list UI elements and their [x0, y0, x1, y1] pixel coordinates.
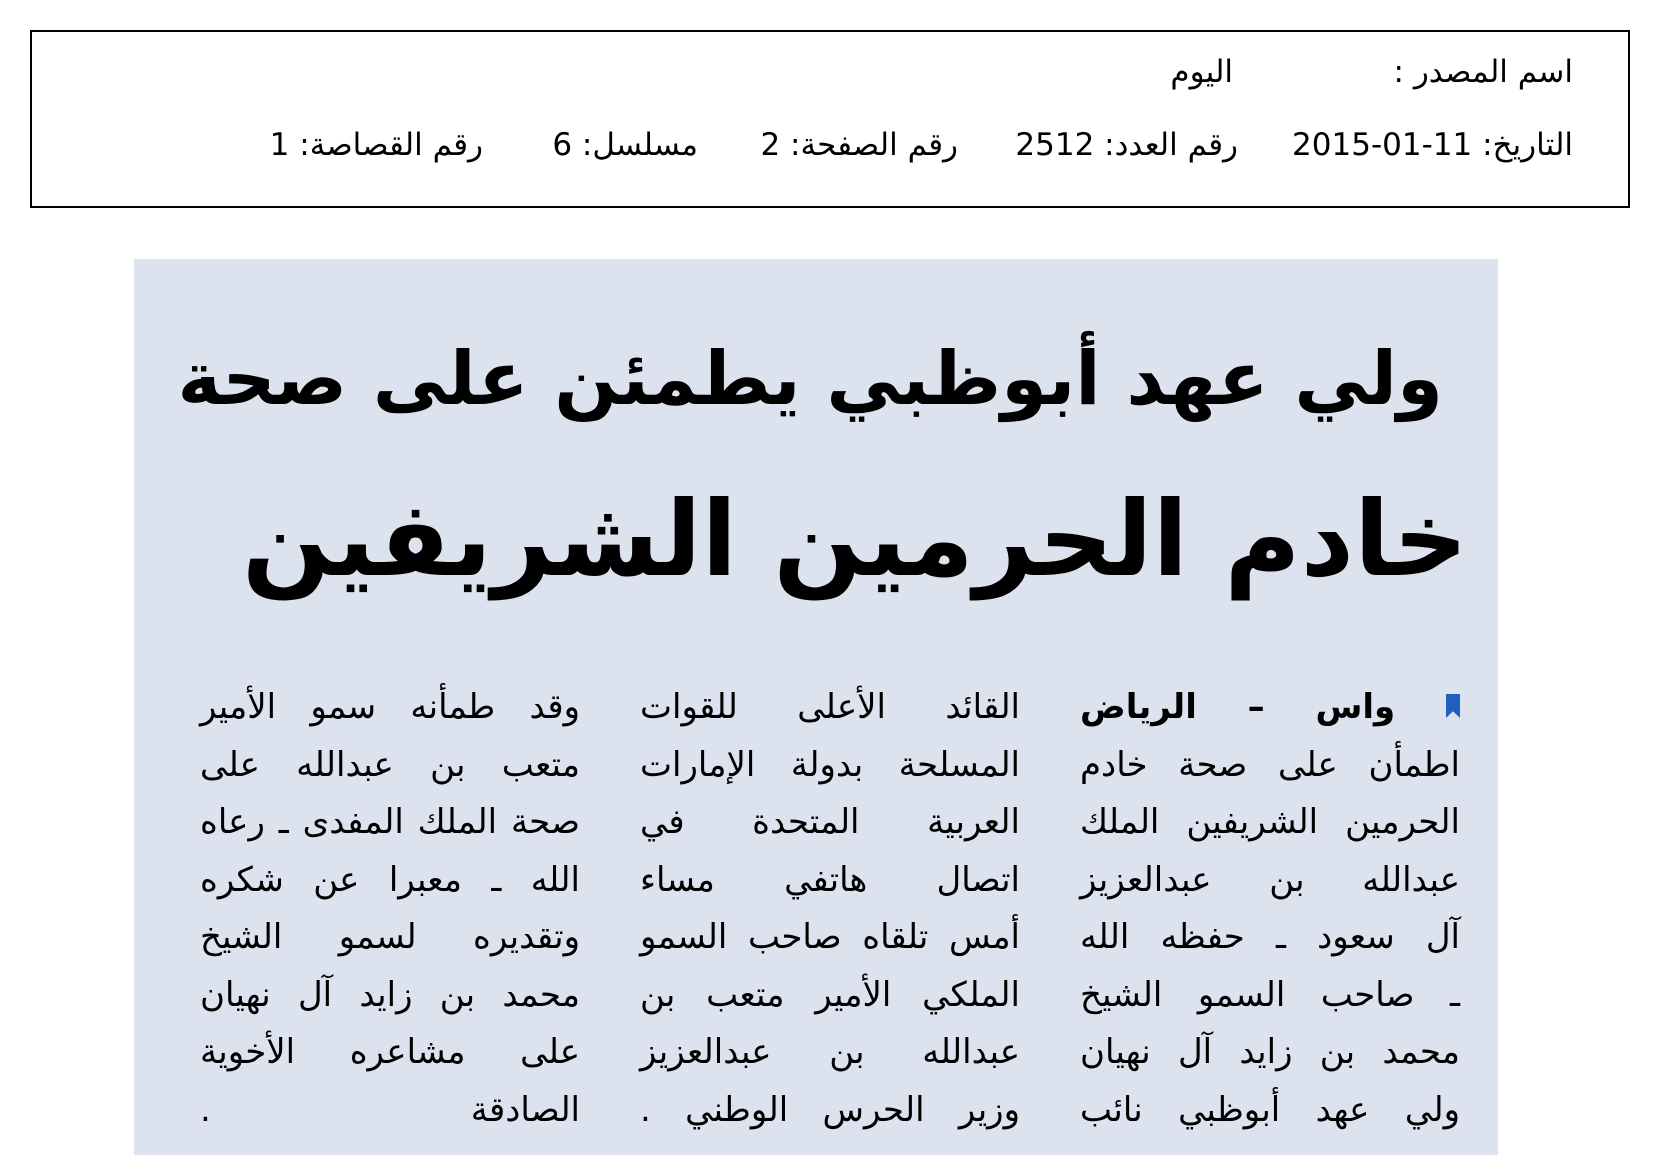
body-line: اتصال هاتفي مساء	[640, 859, 1020, 900]
body-line: الله ـ معبرا عن شكره	[200, 859, 580, 900]
serial-number: مسلسل: 6	[552, 127, 698, 163]
source-value: اليوم	[1170, 54, 1233, 90]
dateline-text: واس – الرياض	[1080, 687, 1396, 727]
page-number: رقم الصفحة: 2	[760, 127, 958, 163]
body-line: الملكي الأمير متعب بن	[640, 974, 1020, 1015]
issue-number: رقم العدد: 2512	[1015, 127, 1238, 163]
body-line: عبدالله بن عبدالعزيز	[640, 1032, 1020, 1072]
body-line: الصادقة .	[200, 1089, 580, 1130]
body-line: اطمأن على صحة خادم	[1080, 744, 1460, 785]
body-line: وتقديره لسمو الشيخ	[200, 917, 580, 957]
source-metadata-box	[30, 30, 1630, 208]
article-column-1	[1080, 679, 1460, 1139]
body-line: وزير الحرس الوطني .	[640, 1089, 1020, 1130]
body-line: ـ صاحب السمو الشيخ	[1080, 974, 1460, 1015]
news-clipping	[134, 259, 1498, 1155]
body-line: محمد بن زايد آل نهيان	[1080, 1032, 1460, 1072]
body-line: آل سعود ـ حفظه الله	[1080, 917, 1460, 957]
body-line: على مشاعره الأخوية	[200, 1032, 580, 1072]
body-line: القائد الأعلى للقوات	[640, 687, 1020, 727]
publication-date: التاريخ: 11-01-2015	[1292, 127, 1573, 163]
clipping-number: رقم القصاصة: 1	[269, 127, 483, 163]
body-line: محمد بن زايد آل نهيان	[200, 974, 580, 1015]
body-line: أمس تلقاه صاحب السمو	[640, 917, 1020, 957]
body-line: المسلحة بدولة الإمارات	[640, 744, 1020, 785]
body-line: صحة الملك المفدى ـ رعاه	[200, 802, 580, 842]
headline-line-1: ولي عهد أبوظبي يطمئن على صحة	[177, 336, 1443, 422]
bookmark-icon	[1446, 694, 1460, 718]
body-line: عبدالله بن عبدالعزيز	[1080, 859, 1460, 900]
article-column-3	[200, 679, 580, 1139]
body-line: ولي عهد أبوظبي نائب	[1080, 1089, 1460, 1130]
body-line: وقد طمأنه سمو الأمير	[200, 687, 580, 727]
dateline	[1080, 679, 1460, 737]
body-line: العربية المتحدة في	[640, 802, 1020, 842]
article-column-2	[640, 679, 1020, 1139]
body-line: متعب بن عبدالله على	[200, 744, 580, 785]
headline-line-2: خادم الحرمين الشريفين	[242, 478, 1468, 600]
body-line: الحرمين الشريفين الملك	[1080, 802, 1460, 842]
source-label: اسم المصدر :	[1393, 54, 1573, 90]
